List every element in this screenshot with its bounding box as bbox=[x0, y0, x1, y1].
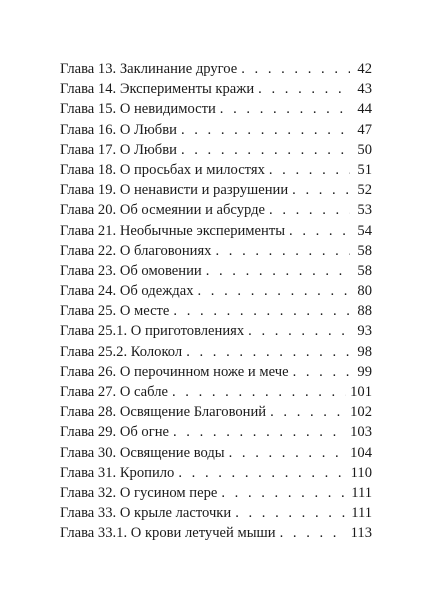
toc-leader-dots bbox=[269, 162, 350, 179]
toc-entry-title: Глава 14. Эксперименты кражи bbox=[60, 81, 255, 98]
toc-entry-page: 104 bbox=[350, 444, 372, 461]
toc-entry-page: 110 bbox=[350, 464, 372, 481]
toc-leader-dots bbox=[229, 445, 347, 462]
toc-leader-dots bbox=[269, 202, 350, 219]
toc-leader-dots bbox=[270, 404, 346, 421]
toc-entry bbox=[60, 344, 372, 364]
toc-entry bbox=[60, 485, 372, 505]
toc-entry-page: 111 bbox=[351, 484, 372, 501]
toc-leader-dots bbox=[172, 384, 346, 401]
toc-entry bbox=[60, 142, 372, 162]
toc-entry-page: 47 bbox=[357, 121, 372, 138]
toc-entry bbox=[60, 263, 372, 283]
toc-leader-dots bbox=[178, 465, 346, 482]
toc-entry bbox=[60, 364, 372, 384]
toc-entry-page: 54 bbox=[357, 222, 372, 239]
toc-entry-title: Глава 24. Об одеждах bbox=[60, 283, 194, 300]
toc-leader-dots bbox=[181, 142, 350, 159]
toc-leader-dots bbox=[293, 364, 350, 381]
toc-entry-page: 58 bbox=[357, 262, 372, 279]
toc-leader-dots bbox=[206, 263, 350, 280]
toc-leader-dots bbox=[198, 283, 351, 300]
toc-entry bbox=[60, 81, 372, 101]
toc-entry-page: 53 bbox=[357, 202, 372, 219]
toc-entry-page: 58 bbox=[357, 242, 372, 259]
toc-leader-dots bbox=[241, 61, 350, 78]
toc-entry bbox=[60, 303, 372, 323]
toc-entry-title: Глава 16. О Любви bbox=[60, 121, 177, 138]
toc-entry-title: Глава 25. О месте bbox=[60, 303, 170, 320]
toc-entry-title: Глава 18. О просьбах и милостях bbox=[60, 161, 265, 178]
toc-entry-title: Глава 33.1. О крови летучей мыши bbox=[60, 525, 276, 542]
toc-entry-page: 99 bbox=[357, 363, 372, 380]
toc-entry-page: 111 bbox=[351, 505, 372, 522]
toc-entry bbox=[60, 61, 372, 81]
toc-entry-title: Глава 31. Кропило bbox=[60, 464, 175, 481]
toc-entry-title: Глава 28. Освящение Благовоний bbox=[60, 404, 267, 421]
toc-entry-page: 101 bbox=[350, 384, 372, 400]
toc-leader-dots bbox=[186, 344, 350, 361]
toc-entry bbox=[60, 243, 372, 263]
toc-leader-dots bbox=[235, 505, 347, 522]
toc-leader-dots bbox=[220, 101, 350, 118]
toc-entry bbox=[60, 283, 372, 303]
toc-entry-title: Глава 25.2. Колокол bbox=[60, 343, 183, 360]
toc-leader-dots bbox=[181, 122, 350, 139]
toc-entry-page: 80 bbox=[357, 283, 372, 300]
toc-entry-title: Глава 21. Необычные эксперименты bbox=[60, 222, 286, 239]
toc-leader-dots bbox=[292, 182, 350, 199]
toc-entry-title: Глава 19. О ненависти и разрушении bbox=[60, 182, 289, 199]
toc-entry bbox=[60, 465, 372, 485]
toc-entry-page: 113 bbox=[350, 525, 372, 542]
toc-entry-page: 44 bbox=[357, 101, 372, 118]
toc-leader-dots bbox=[215, 243, 350, 260]
toc-leader-dots bbox=[173, 424, 346, 441]
toc-entry bbox=[60, 101, 372, 121]
toc-entry-title: Глава 26. О перочинном ноже и мече bbox=[60, 363, 289, 380]
toc-entry bbox=[60, 525, 372, 545]
toc-leader-dots bbox=[173, 303, 350, 320]
toc-entry-title: Глава 29. Об огне bbox=[60, 424, 169, 441]
toc-entry-title: Глава 20. Об осмеянии и абсурде bbox=[60, 202, 266, 219]
toc-entry-page: 98 bbox=[357, 343, 372, 360]
toc-entry bbox=[60, 424, 372, 444]
toc-entry-title: Глава 30. Освящение воды bbox=[60, 444, 225, 461]
toc-leader-dots bbox=[248, 323, 350, 340]
toc-entry-title: Глава 33. О крыле ласточки bbox=[60, 505, 232, 522]
toc-entry bbox=[60, 162, 372, 182]
toc-entry-title: Глава 22. О благовониях bbox=[60, 242, 212, 259]
toc-entry-page: 93 bbox=[357, 323, 372, 340]
toc-entry-page: 42 bbox=[357, 61, 372, 77]
toc-entry-page: 52 bbox=[357, 182, 372, 199]
toc-entry-title: Глава 32. О гусином пере bbox=[60, 484, 218, 501]
table-of-contents bbox=[60, 61, 372, 546]
toc-entry-title: Глава 13. Заклинание другое bbox=[60, 61, 238, 77]
toc-entry-page: 102 bbox=[350, 404, 372, 421]
toc-entry-title: Глава 25.1. О приготовлениях bbox=[60, 323, 245, 340]
toc-leader-dots bbox=[289, 223, 350, 240]
toc-entry bbox=[60, 384, 372, 404]
toc-entry-page: 51 bbox=[357, 161, 372, 178]
toc-entry bbox=[60, 202, 372, 222]
toc-entry-title: Глава 15. О невидимости bbox=[60, 101, 216, 118]
toc-entry-page: 88 bbox=[357, 303, 372, 320]
toc-entry-title: Глава 17. О Любви bbox=[60, 141, 177, 158]
toc-entry-title: Глава 27. О сабле bbox=[60, 384, 168, 400]
toc-leader-dots bbox=[280, 525, 347, 542]
toc-leader-dots bbox=[221, 485, 347, 502]
toc-leader-dots bbox=[258, 81, 350, 98]
toc-entry bbox=[60, 223, 372, 243]
toc-entry-page: 103 bbox=[350, 424, 372, 441]
toc-entry bbox=[60, 122, 372, 142]
toc-entry bbox=[60, 182, 372, 202]
toc-entry-page: 50 bbox=[357, 141, 372, 158]
toc-entry bbox=[60, 323, 372, 343]
toc-entry-page: 43 bbox=[357, 81, 372, 98]
toc-entry-title: Глава 23. Об омовении bbox=[60, 262, 202, 279]
toc-entry bbox=[60, 505, 372, 525]
toc-entry bbox=[60, 404, 372, 424]
toc-entry bbox=[60, 445, 372, 465]
